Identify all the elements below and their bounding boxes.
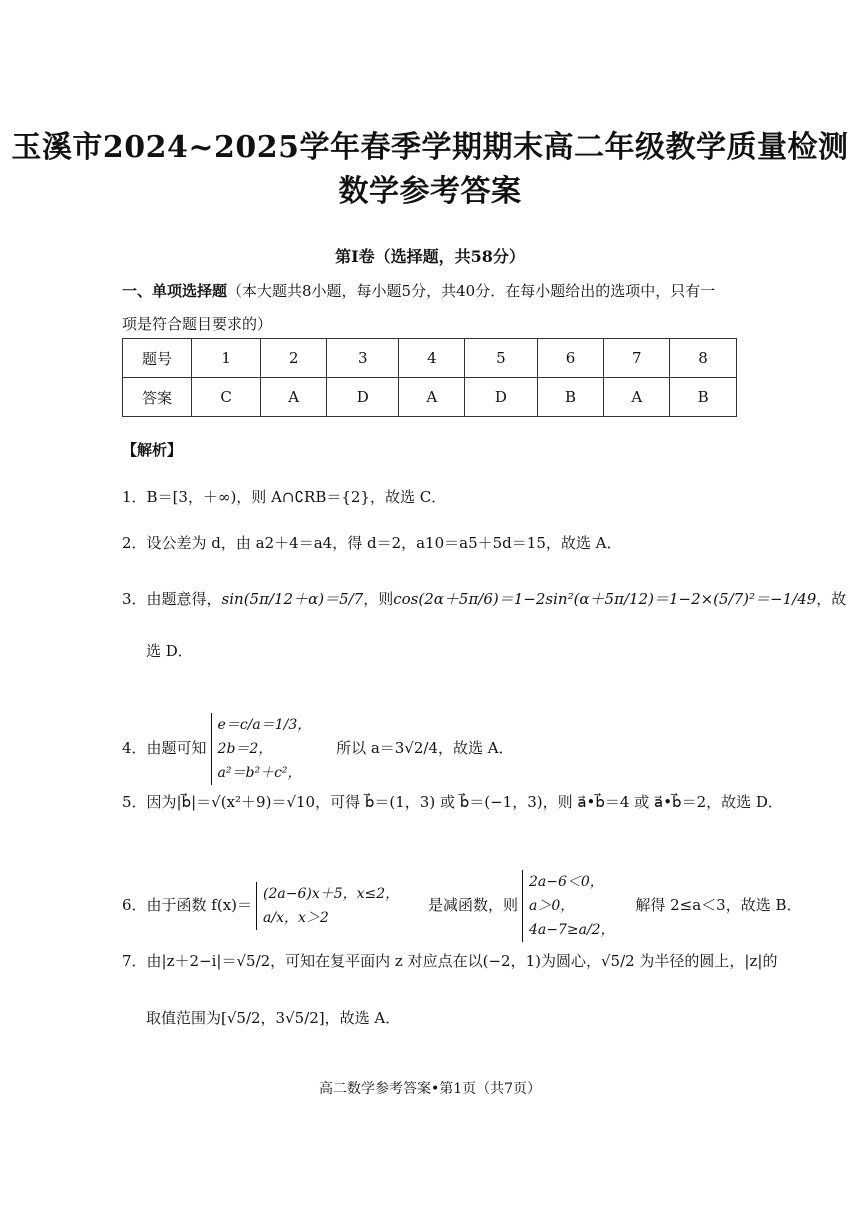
- table-cell: D: [327, 378, 399, 417]
- solution-3-cont: 选 D．: [146, 642, 193, 660]
- table-cell: 4: [399, 339, 465, 378]
- analysis-heading: 【解析】: [122, 441, 183, 459]
- solution-2: 2．设公差为 d，由 a2＋4＝a4，得 d＝2，a10＝a5＋5d＝15，故选 A．: [122, 534, 622, 552]
- table-cell: 5: [465, 339, 537, 378]
- single-choice-intro: [122, 281, 742, 301]
- document-subtitle: 数学参考答案: [338, 174, 522, 209]
- solution-7-cont: 取值范围为[√5/2，3√5/2]，故选 A．: [146, 1009, 401, 1027]
- solution-7: 7．由|z＋2−i|＝√5/2，可知在复平面内 z 对应点在以(−2，1)为圆心，√5/2 为半径的圆上，|z|的: [122, 952, 778, 970]
- single-choice-heading: 一、单项选择题: [122, 282, 228, 300]
- section-heading: 第Ⅰ卷（选择题，共58分）: [335, 247, 525, 266]
- solution-3: 3．由题意得，sin(5π/12＋α)＝5/7，则cos(2α＋5π/6)＝1−2sin²(α＋5π/12)＝1−2×(5/7)²＝−1/49，故: [122, 590, 847, 608]
- table-cell: 6: [537, 339, 604, 378]
- page-footer: 高二数学参考答案•第1页（共7页）: [318, 1081, 542, 1097]
- table-cell: 7: [604, 339, 670, 378]
- condition-system: 2a−6＜0， a＞0， 4a−7≥a/2，: [522, 870, 615, 942]
- table-cell: 2: [261, 339, 327, 378]
- table-cell: 1: [192, 339, 261, 378]
- solution-6: 6．由于函数 f(x)＝ (2a−6)x＋5，x≤2， a/x，x＞2 是减函数，则 2a−6＜0， a＞0， 4a−7≥a/2， 解得 2≤a＜3，故选 B．: [122, 870, 802, 942]
- table-cell: B: [537, 378, 604, 417]
- table-cell: 8: [670, 339, 737, 378]
- table-row-answers: [123, 378, 737, 417]
- single-choice-desc: （本大题共8小题，每小题5分，共40分．在每小题给出的选项中，只有一: [227, 282, 716, 300]
- equation-system: e＝c/a＝1/3， 2b＝2， a²＝b²＋c²，: [211, 713, 312, 785]
- table-cell: B: [670, 378, 737, 417]
- table-cell: 3: [327, 339, 399, 378]
- table-cell: A: [261, 378, 327, 417]
- table-row-numbers: [123, 339, 737, 378]
- solution-4: 4．由题可知 e＝c/a＝1/3， 2b＝2， a²＝b²＋c²， 所以 a＝3√2/4，故选 A．: [122, 713, 514, 785]
- table-cell: A: [604, 378, 670, 417]
- single-choice-desc-cont: 项是符合题目要求的）: [122, 315, 273, 333]
- solution-1: 1．B＝[3，＋∞)，则 A∩∁RB＝{2}，故选 C．: [122, 488, 447, 506]
- formula-sin: sin(5π/12＋α)＝5/7: [221, 590, 364, 608]
- table-cell: C: [192, 378, 261, 417]
- formula-cos: cos(2α＋5π/6)＝1−2sin²(α＋5π/12)＝1−2×(5/7)²＝−1/49: [393, 590, 817, 608]
- table-header-number: 题号: [123, 339, 192, 378]
- table-header-answer: 答案: [123, 378, 192, 417]
- solution-5: 5．因为|b⃗|＝√(x²＋9)＝√10，可得 b⃗＝(1，3) 或 b⃗＝(−1，3)，则 a⃗•b⃗＝4 或 a⃗•b⃗＝2，故选 D．: [122, 793, 783, 811]
- table-cell: A: [399, 378, 465, 417]
- table-cell: D: [465, 378, 537, 417]
- document-title: 玉溪市2024~2025学年春季学期期末高二年级教学质量检测: [11, 130, 849, 165]
- piecewise-function: (2a−6)x＋5，x≤2， a/x，x＞2: [256, 882, 399, 930]
- answer-table: [122, 338, 737, 417]
